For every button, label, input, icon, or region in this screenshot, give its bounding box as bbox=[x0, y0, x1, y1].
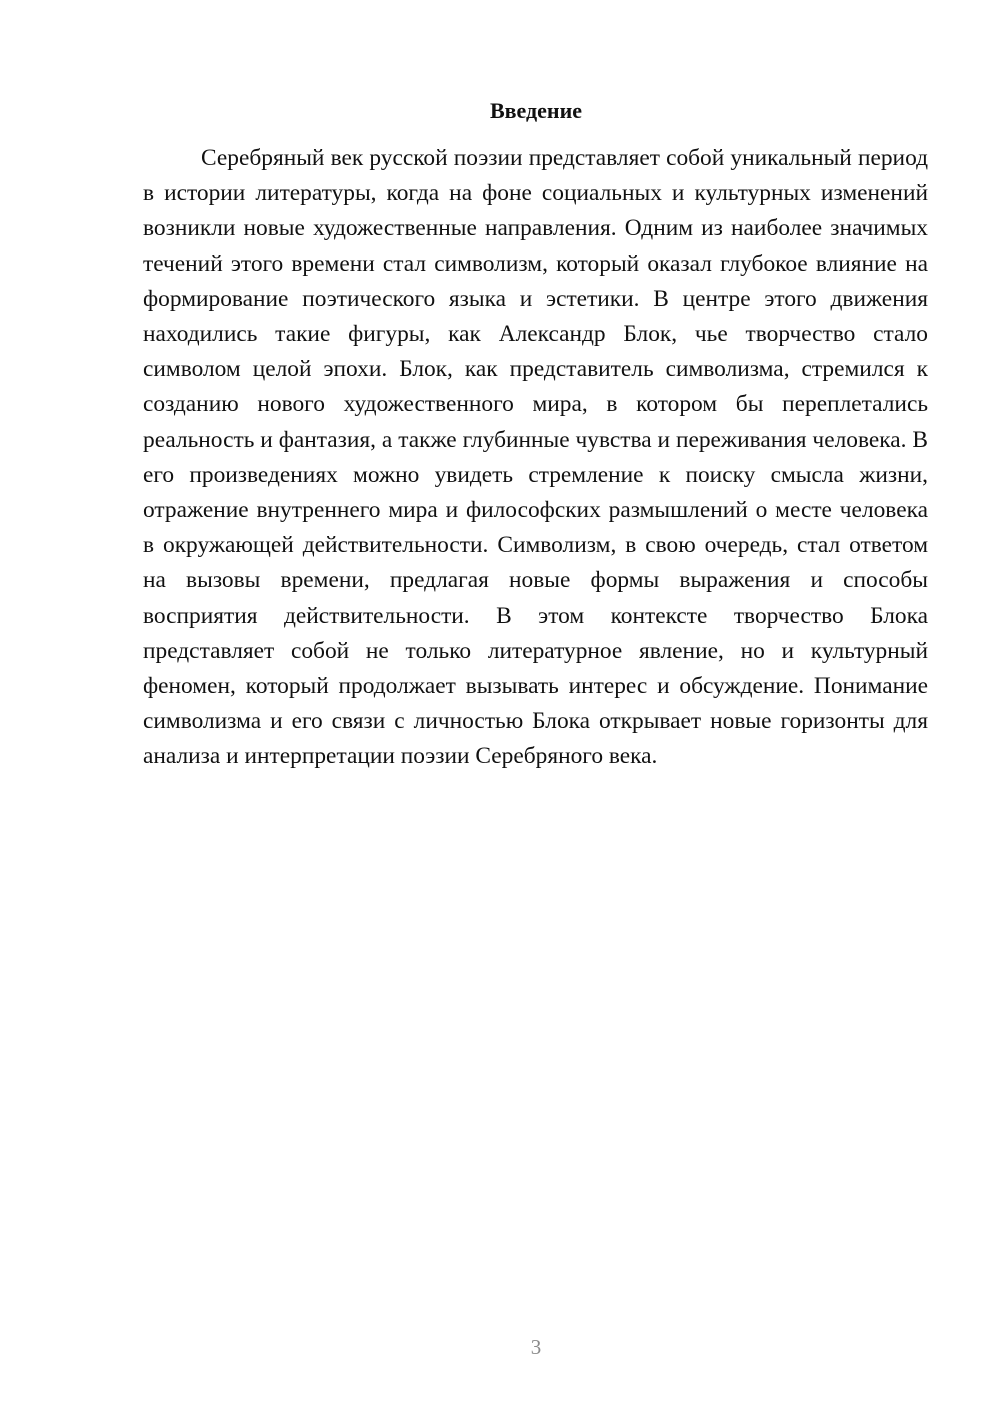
page-number: 3 bbox=[530, 1335, 542, 1359]
body-paragraph: Серебряный век русской поэзии представляет собой уникальный период в истории литературы, когда на фоне социальных и культурных изменений возникли новые художественные направления. Одним из наиболее значимых течений этого времени стал символизм, который оказал глубокое влияние на формирование поэтического языка и эстетики. В центре этого движения находились такие фигуры, как Александр Блок, чье творчество стало символом целой эпохи. Блок, как представитель символизма, стремился к созданию нового художественного мира, в котором бы переплетались реальность и фантазия, а также глубинные чувства и переживания человека. В его произведениях можно увидеть стремление к поиску смысла жизни, отражение внутреннего мира и философских размышлений о месте человека в окружающей действительности. Символизм, в свою очередь, стал ответом на вызовы времени, предлагая новые формы выражения и способы восприятия действительности. В этом контексте творчество Блока представляет собой не только литературное явление, но и культурный феномен, который продолжает вызывать интерес и обсуждение. Понимание символизма и его связи с личностью Блока открывает новые горизонты для анализа и интерпретации поэзии Серебряного века. bbox=[143, 145, 928, 770]
section-heading: Введение bbox=[489, 98, 583, 123]
